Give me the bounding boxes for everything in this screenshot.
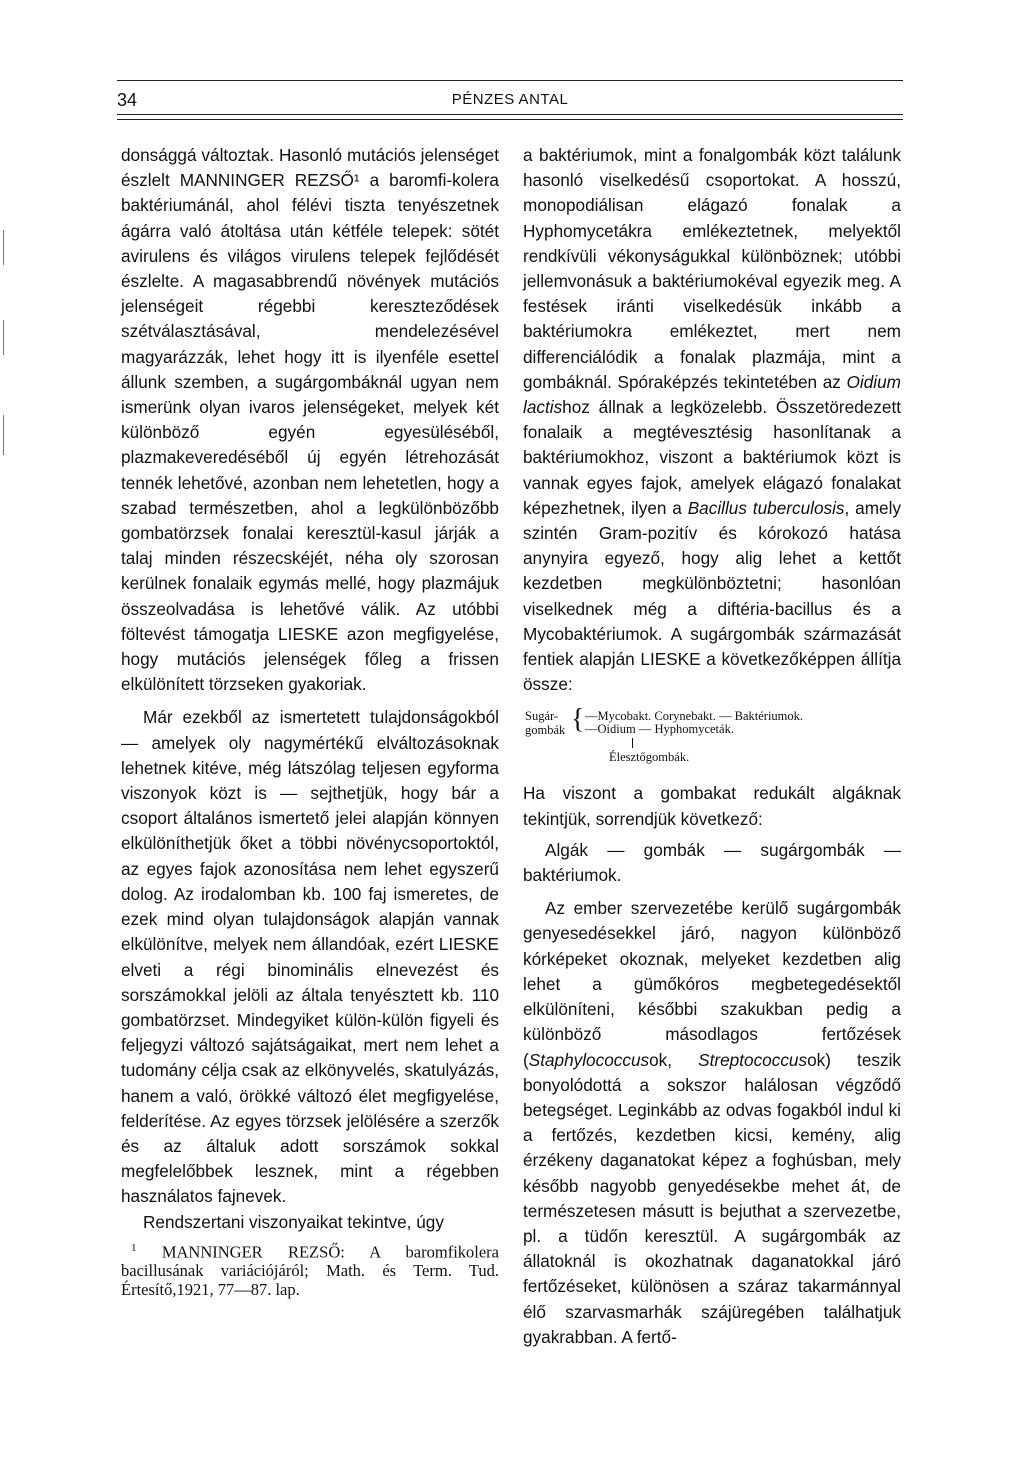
schema-row: —Mycobakt. Corynebakt. — Baktériumok. <box>585 709 804 724</box>
paragraph: Rendszertani viszonyaikat tekintve, úgy <box>143 1211 444 1232</box>
margin-mark <box>3 415 4 455</box>
margin-mark <box>3 230 4 265</box>
schema-label-line: gombák <box>525 723 566 738</box>
text-run: ok, <box>649 1049 699 1070</box>
text-run: , amely szintén Gram-pozitív és kórokozó hatása anynyira egyező, hogy alig lehet a kettőt kezdetben megkülönböztetni; hasonlóan viselkednek még a diftéria-bacillus és a Mycobaktériumok. A sugárgombák származását fentiek alapján LIESKE a következőképpen állítja össze: <box>523 497 901 695</box>
schema-connector <box>632 738 633 748</box>
header-rule-top <box>117 80 903 81</box>
italic-term: Streptococcus <box>698 1049 808 1070</box>
left-column <box>121 143 499 1299</box>
text-run: a baktériumok, mint a fonalgombák közt találunk hasonló viselkedésű csoportokat. A hosszú, monopodiálisan elágazó fonalak a Hyphomycetákra emlékeztetnek, melyektől rendkívüli vékonyságukkal különböznek; utóbbi jellemvonásuk a baktériumokéval egyezik meg. A festések iránti viselkedésük inkább a baktériumokra emlékeztet, mert nem differenciálódik a fonalak plazmája, mint a gombáknál. Spóraképzés tekintetében az <box>523 145 901 392</box>
paragraph: Már ezekből az ismertetett tulajdonságokból — amelyek oly nagymértékű elváltozásoknak lehetnek kitéve, még látszólag teljesen egyforma viszonyok közt is — sejthetjük, hogy bár a csoport általános ismertető jelei alapján könnyen elkülöníthetjük őket a többi növénycsoportoktól, az egyes fajok azonosítása nem lehet egyszerű dolog. Az irodalomban kb. 100 faj ismeretes, de ezek mind olyan tulajdonságok alapján vannak elkülönítve, melyek nem állandóak, ezért LIESKE elveti a régi binominális elnevezést és sorszámokkal jelöli az általa tenyésztett kb. 110 gombatörzset. Mindegyiket külön-külön figyeli és feljegyzi változó sajátságaikat, mert nem lehet a tudomány célja csak az elkönyvelés, skatulyázás, hanem a való, örökké változó élet megfigyelése, felderítése. Az egyes törzsek jelölésére a szerzők és az általuk adott sorszámok sokkal megfelelőbbek lesznek, mint a régebben használatos fajnevek. <box>121 707 499 1207</box>
schema-brace: { <box>571 704 585 736</box>
margin-mark <box>3 320 4 355</box>
paragraph: donsággá változtak. Hasonló mutációs jelenséget észlelt MANNINGER REZSŐ¹ a baromfi-kolera baktériumánál, ahol félévi tiszta tenyészetnek ágárra való átoltása után kétféle telepek: sötét avirulens és világos virulens telepek fejlődését észlelte. A magasabbrendű növények mutációs jelenségeit régebbi kereszteződések szétválasztásával, mendelezésével magyarázzák, lehet hogy itt is ilyenféle esettel állunk szemben, a sugárgombáknál ugyan nem ismerünk olyan ivaros jelenségeket, melyek két különböző egyén egyesüléséből, plazmakeveredéséből új egyén létrehozását tennék lehetővé, azonban nem lehetetlen, hogy a szabad természetben, ahol a legkülönbözőbb gombatörzsek fonalai keresztül-kasul járják a talaj minden részecskéjét, néha oly szorosan kerülnek fonalaik egymás mellé, hogy plazmájuk összeolvadása is lehetővé válik. Az utóbbi föltevést támogatja LIESKE azon megfigyelése, hogy mutációs jelenségek főleg a frissen elkülönített törzseken gyakoriak. <box>121 145 499 695</box>
text-run: ok) teszik bonyolódottá a sokszor halálosan végződő betegséget. Leginkább az odvas fogakból indul ki a fertőzés, kezdetben kicsi, kemény, alig érzékeny daganatokat képez a foghúsban, mely később nagyobb genyedésekbe mehet át, de természetesen másutt is bejuthat a szervezetbe, pl. a tüdőn keresztül. A sugárgombák az állatoknál is okozhatnak daganatokkal járó fertőzéseket, különösen a száraz takarmánnyal élő szarvasmarhák szájüregében találhatjuk gyakrabban. A fertő- <box>523 1049 901 1347</box>
header-rule-double-upper <box>117 114 903 115</box>
italic-term: Staphylococcus <box>528 1049 650 1070</box>
running-title: PÉNZES ANTAL <box>451 91 569 108</box>
schema-row: Élesztőgombák. <box>609 750 690 765</box>
footnote-text: MANNINGER REZSŐ: A baromfikolera bacillusának variációjáról; Math. és Term. Tud. Értesítő,1921, 77—87. lap. <box>121 1242 499 1300</box>
paragraph <box>523 143 901 697</box>
schema-left-label <box>525 709 565 737</box>
text-run: Az ember szervezetébe kerülő sugárgombák genyesedésekkel járó, nagyon különböző kórképeket okoznak, melyeket kezdetben alig lehet a gümőkóros megbetegedésektől elkülöníteni, későbbi szakukban pedig a különböző másodlagos fertőzések ( <box>523 898 901 1070</box>
text-run: hoz állnak a legközelebb. Összetöredezett fonalaik a megtévesztésig hasonlítanak a baktériumokhoz, viszont a baktériumok közt is vannak egyes fajok, amelyek elágazó fonalakat képezhetnek, ilyen a <box>523 397 901 518</box>
italic-term: Oidium lactis <box>523 371 901 418</box>
paragraph: Ha viszont a gombakat redukált algáknak tekintjük, sorrendjük következő: <box>523 783 901 829</box>
header-rule-double-lower <box>117 119 903 120</box>
sequence-formula: Algák — gombák — sugárgombák — baktériumok. <box>523 839 901 886</box>
schema-label-line: Sugár- <box>525 709 559 724</box>
paragraph <box>523 896 901 1350</box>
page-header <box>117 80 903 122</box>
footnote-mark: 1 <box>131 1241 137 1254</box>
lineage-schema <box>523 705 901 765</box>
italic-term: Bacillus tuberculosis <box>687 497 845 518</box>
page-number: 34 <box>117 90 138 110</box>
right-column <box>523 143 901 1350</box>
footnote <box>121 1239 499 1300</box>
schema-row: —Oidium — Hyphomyceták. <box>585 722 734 737</box>
